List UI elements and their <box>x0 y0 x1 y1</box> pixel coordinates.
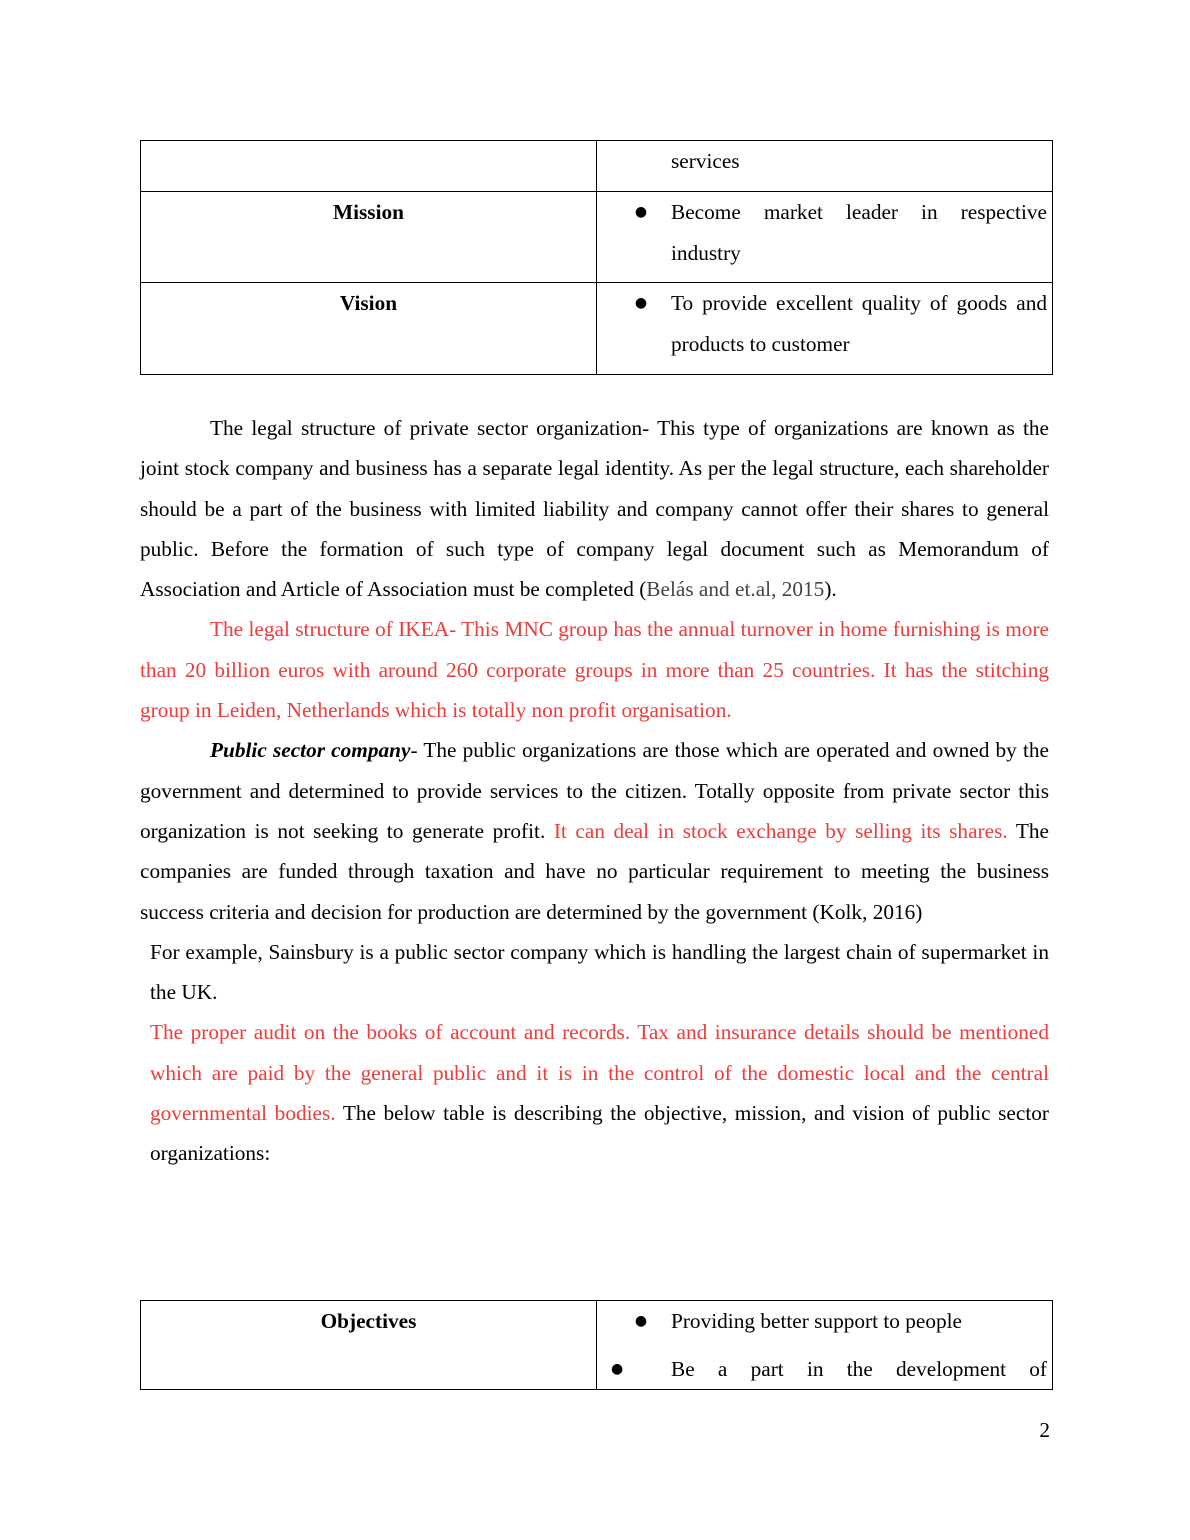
list-item-text: To provide excellent quality of goods and products to customer <box>671 291 1047 356</box>
table-row <box>141 283 1053 375</box>
paragraph-public-sector <box>140 730 1049 931</box>
table-content-cell <box>597 1301 1053 1390</box>
bullet-icon: ● <box>611 1360 624 1377</box>
table-row <box>141 1301 1053 1390</box>
table-content-cell <box>597 192 1053 283</box>
list-item-text: Providing better support to people <box>671 1309 963 1333</box>
paragraph-ikea: The legal structure of IKEA- This MNC group has the annual turnover in home furnishing is more than 20 billion euros with around 260 corporate groups in more than 25 countries. It has the stitching group in Leiden, Netherlands which is totally non profit organisation. <box>140 617 1049 723</box>
list-item <box>597 199 1047 273</box>
list-item <box>597 1342 1047 1390</box>
bullet-icon: ● <box>634 1313 648 1329</box>
table-row <box>141 141 1053 192</box>
paragraph-text: - The public organizations are those which are operated and owned by the government and determined to provide services to the citizen. Totally opposite from private sector this organization is not seeking to generate profit. <box>140 738 1049 843</box>
paragraph-heading: Public sector company <box>210 738 411 763</box>
top-table <box>140 140 1053 375</box>
body-text <box>140 408 1049 1174</box>
highlighted-text: It can deal in stock exchange by selling its shares. <box>553 818 1008 843</box>
paragraph-text: ). <box>824 577 837 602</box>
table-content-cell <box>597 141 1053 192</box>
list-item <box>597 148 1047 182</box>
table-label-cell: Vision <box>141 283 597 375</box>
citation: Belás and et.al, 2015 <box>646 577 825 602</box>
list-item <box>597 290 1047 364</box>
list-item-text: services <box>671 149 740 173</box>
table-label-cell <box>141 141 597 192</box>
table-row <box>141 192 1053 283</box>
paragraph-example: For example, Sainsbury is a public sector company which is handling the largest chain of supermarket in the UK. <box>150 939 1049 1005</box>
paragraph-audit <box>140 1012 1049 1173</box>
bullet-icon: ● <box>634 295 648 311</box>
paragraph-private-sector <box>140 408 1049 609</box>
bullet-icon: ● <box>634 204 648 220</box>
bottom-table <box>140 1300 1053 1390</box>
table-content-cell <box>597 283 1053 375</box>
paragraph-text: The legal structure of private sector organization- This type of organizations are known as the joint stock company and business has a separate legal identity. As per the legal structure, each shareholder should be a part of the business with limited liability and company cannot offer their shares to general public. Before the formation of such type of company legal document such as Memorandum of Association and Article of Association must be completed ( <box>140 416 1049 602</box>
list-item-text: Become market leader in respective industry <box>671 200 1047 265</box>
highlighted-text: The proper audit on the books of account and records. Tax and insurance details should be mentioned which are paid by the general public and it is in the control of the domestic local and the central governmental bodies. <box>150 1020 1049 1126</box>
list-item <box>597 1308 1047 1342</box>
list-item-text: Be a part in the development of <box>671 1356 1047 1381</box>
paragraph-text: The companies are funded through taxation and have no particular requirement to meeting the business success criteria and decision for production are determined by the government (Kolk, 2016) <box>140 818 1049 924</box>
table-label-cell: Objectives <box>141 1301 597 1390</box>
paragraph-text: The below table is describing the objective, mission, and vision of public sector organizations: <box>150 1101 1049 1166</box>
table-label-cell: Mission <box>141 192 597 283</box>
page-number: 2 <box>1039 1418 1050 1442</box>
